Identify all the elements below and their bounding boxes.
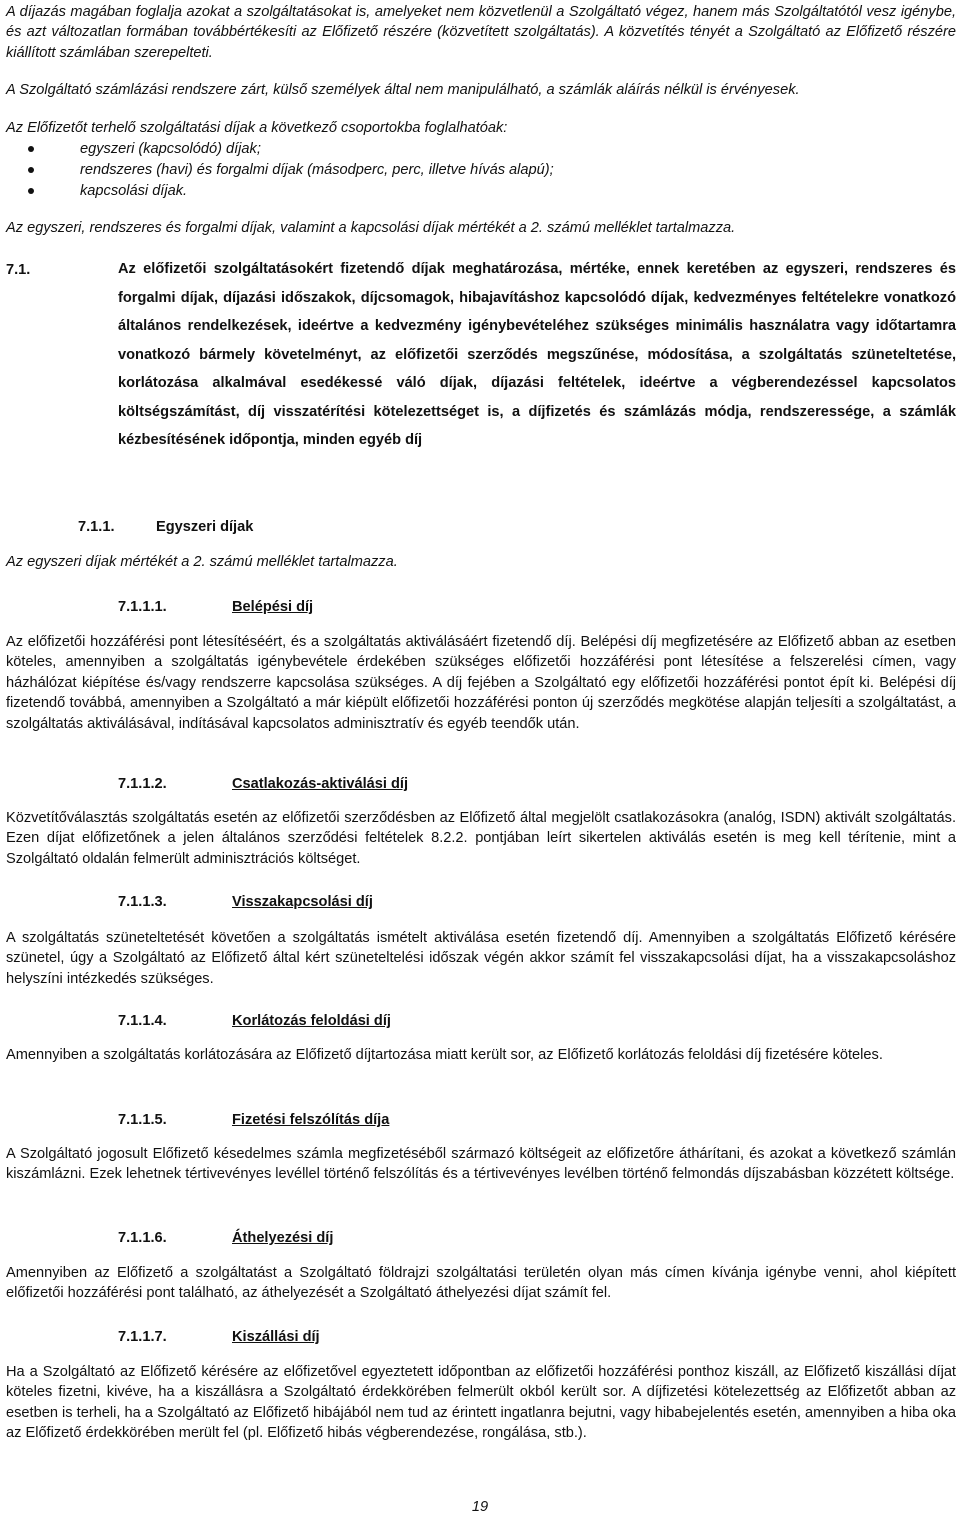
fee-groups-list [6, 139, 956, 202]
section-title-7-1-1: Egyszeri díjak [156, 519, 254, 535]
subsection-text: Közvetítőválasztás szolgáltatás esetén az előfizetői szerződésben az Előfizető által megjelölt csatlakozásokra (analóg, ISDN) aktivált szolgáltatás. Ezen díjat előfizetőnek a jelen általános szerződési feltételek 8.2.2. pontjában leírt sikertelen aktiválás esetén is meg kell térítenie, mint a Szolgáltató oldalán felmerült adminisztrációs költséget. [6, 810, 956, 867]
section-number-7-1: 7.1. [6, 262, 31, 278]
paragraph-fee-groups: Az Előfizetőt terhelő szolgáltatási díjak a következő csoportokba foglalhatóak: [6, 120, 508, 136]
subsection-number: 7.1.1.3. [118, 894, 167, 910]
subsection-number: 7.1.1.4. [118, 1013, 167, 1029]
subsection-title: Csatlakozás-aktiválási díj [232, 776, 409, 792]
bullet-icon [28, 146, 34, 152]
subsection-title: Visszakapcsolási díj [232, 894, 373, 910]
subsection-title: Kiszállási díj [232, 1329, 320, 1345]
bullet-icon [28, 167, 34, 173]
subsection-title: Belépési díj [232, 599, 314, 615]
subsection-number: 7.1.1.5. [118, 1112, 167, 1128]
subsection-title: Fizetési felszólítás díja [232, 1112, 390, 1128]
subsection-text: A szolgáltatás szüneteltetését követően a szolgáltatás ismételt aktiválása esetén fizetendő díj. Amennyiben a szolgáltatás Előfizető kérésére szünetel, úgy a Szolgáltató az Előfizető által kért szüneteltelési időszak végén akkor számít fel visszakapcsolási díjat, ha a visszakapcsoláshoz helyszíni intézkedés szükséges. [6, 930, 956, 987]
subsection-number: 7.1.1.2. [118, 776, 167, 792]
section-7-1-text: Az előfizetői szolgáltatásokért fizetendő díjak meghatározása, mértéke, ennek keretében az egyszeri, rendszeres és forgalmi díjak, díjazási időszakok, díjcsomagok, hibajavításhoz kapcsolódó díjak, kedvezményes feltételekre vonatkozó általános rendelkezések, ideértve a kedvezmény igénybevételéhez szükséges minimális használatra vagy időtartamra vonatkozó bármely követelményt, az előfizetői szerződés megszűnése, módosítása, a szolgáltatás szüneteltetése, korlátozása alkalmával esedékessé váló díjak, díjazási feltételek, ideértve a végberendezéssel kapcsolatos költségszámítást, díj visszatérítési kötelezettséget is, a díjfizetés és számlázás módja, rendszeressége, a számlák kézbesítésének időpontja, minden egyéb díj [118, 261, 956, 448]
list-item: egyszeri (kapcsolódó) díjak; [6, 139, 956, 160]
subsection-text: Ha a Szolgáltató az Előfizető kérésére az előfizetővel egyeztetett időpontban az előfizetői hozzáférési ponthoz kiszáll, az Előfizető kiszállási díjat köteles fizetni, kivéve, ha a kiszállásra a Szolgáltató érdekkörében felmerült okból került sor. A díjfizetési kötelezettség az Előfizetőt abban az esetben is terheli, ha a Szolgáltató az Előfizető hibájából nem tud az érintett ingatlanra bejutni, vagy hibabejelentés esetén, amennyiben a hiba oka az Előfizető érdekkörében merült fel (pl. Előfizető hibás végberendezése, rongálása, stb.). [6, 1364, 956, 1442]
subsection-number: 7.1.1.7. [118, 1329, 167, 1345]
paragraph-billing-system: A Szolgáltató számlázási rendszere zárt, külső személyek által nem manipulálható, a számlák aláírás nélkül is érvényesek. [6, 82, 800, 98]
subsection-number: 7.1.1.1. [118, 599, 167, 615]
bullet-icon [28, 188, 34, 194]
subsection-text: Amennyiben az Előfizető a szolgáltatást a Szolgáltató földrajzi szolgáltatási területén olyan más címen kívánja igénybe venni, ahol kiépített előfizetői hozzáférési pont található, az áthelyezését a Szolgáltató áthelyezési díjat számít fel. [6, 1265, 956, 1302]
subsection-text: Amennyiben a szolgáltatás korlátozására az Előfizető díjtartozása miatt került sor, az Előfizető korlátozás feloldási díj fizetésére köteles. [6, 1047, 883, 1063]
list-item: rendszeres (havi) és forgalmi díjak (másodperc, perc, illetve hívás alapú); [6, 160, 956, 181]
paragraph-mediated-service: A díjazás magában foglalja azokat a szolgáltatásokat is, amelyeket nem közvetlenül a Szolgáltató végez, hanem más Szolgáltatótól vesz igénybe, és azt változatlan formában továbbértékesíti az Előfizető részére (közvetített szolgáltatás). A közvetítés tényét a Szolgáltató az Előfizető részére kiállított számlában szerepelteti. [6, 4, 956, 61]
subsection-text: Az előfizetői hozzáférési pont létesítéséért, és a szolgáltatás aktiválásáért fizetendő díj. Belépési díj megfizetésére az Előfizető abban az esetben köteles, amennyiben a szolgáltatás igénybevétele érdekében szükséges előfizetői hozzáférési pont létesítése a felszerelési címen, vagy házhálózat kiépítése és/vagy rendszerre kapcsolása szükséges. A díj fejében a Szolgáltató egy előfizetői hozzáférési pontot épít ki. Belépési díj fizetendő továbbá, amennyiben a Szolgáltató a már kiépült előfizetői hozzáférési ponton új szerződés megkötése alapján teljesíti a szolgáltatást, a szolgáltatás aktiválásával, indításával kapcsolatos adminisztratív és egyéb teendők után. [6, 634, 956, 732]
subsection-text: A Szolgáltató jogosult Előfizető késedelmes számla megfizetéséből származó költségeit az előfizetőre áthárítani, és azokat a következő számlán kiszámlázni. Ezek lehetnek tértivevényes levéllel történő felszólítás és a tértivevényes levélben történő felmondás díjszabásban közzétett költsége. [6, 1146, 956, 1183]
page-number: 19 [471, 1499, 489, 1515]
section-number-7-1-1: 7.1.1. [78, 519, 115, 535]
subsection-title: Áthelyezési díj [232, 1230, 334, 1246]
section-7-1-1-text: Az egyszeri díjak mértékét a 2. számú melléklet tartalmazza. [6, 554, 398, 570]
paragraph-fee-annex: Az egyszeri, rendszeres és forgalmi díjak, valamint a kapcsolási díjak mértékét a 2. számú melléklet tartalmazza. [6, 220, 736, 236]
list-item: kapcsolási díjak. [6, 181, 956, 202]
subsection-title: Korlátozás feloldási díj [232, 1013, 391, 1029]
subsection-number: 7.1.1.6. [118, 1230, 167, 1246]
